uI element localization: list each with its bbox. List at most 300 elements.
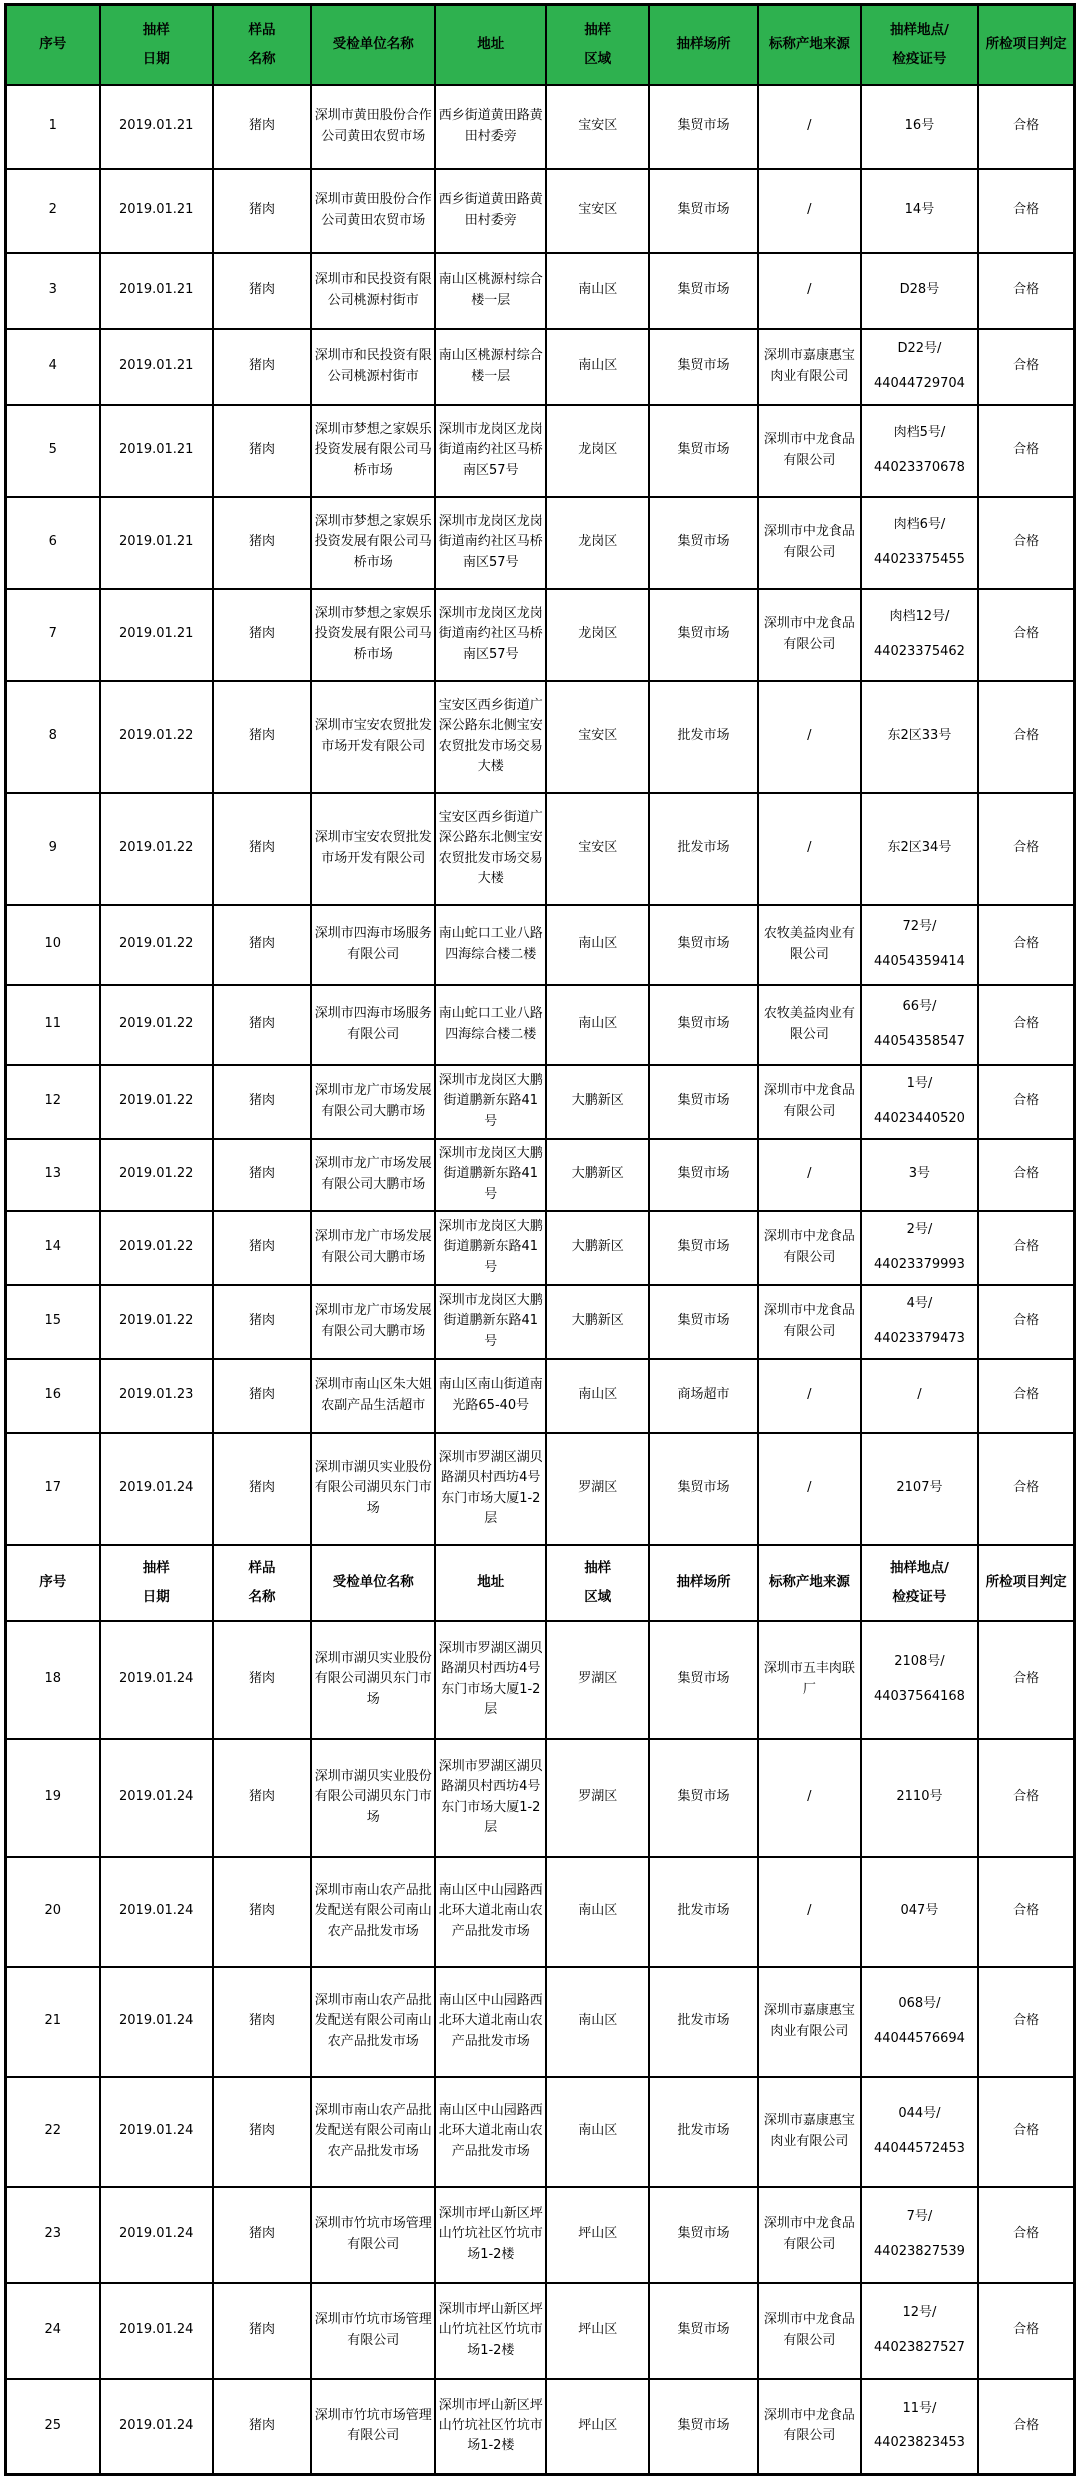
cell-region: 宝安区 [546, 681, 649, 793]
cell-date: 2019.01.24 [100, 1857, 213, 1967]
cell-no: 6 [6, 497, 100, 589]
cell-sample: 猪肉 [213, 681, 311, 793]
cell-no: 5 [6, 405, 100, 497]
cell-venue: 集贸市场 [649, 2283, 758, 2379]
cell-origin: / [758, 253, 861, 329]
cell-cert [861, 1433, 979, 1545]
cell-origin: 深圳市中龙食品有限公司 [758, 2283, 861, 2379]
cert-line: 14号 [904, 202, 935, 218]
header-cell-no [6, 1545, 100, 1621]
cert-line: 44037564168 [873, 1688, 965, 1704]
cert-line: 44054359414 [873, 953, 965, 969]
cell-cert [861, 1139, 979, 1211]
cell-no: 7 [6, 589, 100, 681]
cert-line: 44054358547 [873, 1033, 965, 1049]
header-cell-date [100, 5, 213, 85]
cert-line: 44023379473 [873, 1330, 965, 1346]
cell-unit: 深圳市黄田股份合作公司黄田农贸市场 [311, 169, 435, 253]
cert-line: 047号 [900, 1903, 939, 1919]
cell-addr: 深圳市罗湖区湖贝路湖贝村西坊4号东门市场大厦1-2层 [435, 1433, 546, 1545]
cell-no: 24 [6, 2283, 100, 2379]
cell-no: 18 [6, 1621, 100, 1739]
cert-line: 2108号/ [894, 1654, 945, 1670]
header-cell-result [978, 1545, 1074, 1621]
cell-origin: / [758, 1359, 861, 1433]
cell-date: 2019.01.24 [100, 2187, 213, 2283]
cert-line: 44023370678 [873, 459, 965, 475]
cert-line: 2107号 [896, 1480, 943, 1496]
cell-sample: 猪肉 [213, 985, 311, 1065]
cell-result: 合格 [978, 589, 1074, 681]
cell-region: 坪山区 [546, 2187, 649, 2283]
cert-line: 068号/ [898, 1996, 941, 2012]
cell-origin: 深圳市嘉康惠宝肉业有限公司 [758, 2077, 861, 2187]
cell-addr: 南山区中山园路西北环大道北南山农产品批发市场 [435, 1857, 546, 1967]
cert-line: 44023440520 [873, 1110, 965, 1126]
cell-sample: 猪肉 [213, 1433, 311, 1545]
cert-line: 72号/ [902, 919, 937, 935]
cell-date: 2019.01.22 [100, 681, 213, 793]
table-row [6, 1359, 1075, 1433]
cell-unit: 深圳市龙广市场发展有限公司大鹏市场 [311, 1065, 435, 1139]
header-cell-region [546, 1545, 649, 1621]
cell-result: 合格 [978, 253, 1074, 329]
cell-addr: 南山区南山街道南光路65-40号 [435, 1359, 546, 1433]
table-row [6, 1211, 1075, 1285]
cert-line: 44044729704 [873, 375, 965, 391]
cell-unit: 深圳市南山区朱大姐农副产品生活超市 [311, 1359, 435, 1433]
header-cell-origin [758, 5, 861, 85]
cell-region: 南山区 [546, 985, 649, 1065]
cell-cert [861, 2283, 979, 2379]
cell-origin: 深圳市中龙食品有限公司 [758, 589, 861, 681]
table-row [6, 793, 1075, 905]
header-cell-unit [311, 1545, 435, 1621]
cert-line: 16号 [904, 118, 935, 134]
cell-sample: 猪肉 [213, 169, 311, 253]
cell-cert [861, 1285, 979, 1359]
cert-line: 44023375462 [873, 643, 965, 659]
cell-venue: 集贸市场 [649, 1285, 758, 1359]
table-row [6, 1065, 1075, 1139]
cell-date: 2019.01.24 [100, 1739, 213, 1857]
header-label-line: 抽样 [584, 1559, 612, 1576]
cell-addr: 深圳市龙岗区龙岗街道南约社区马桥南区57号 [435, 589, 546, 681]
cell-no: 13 [6, 1139, 100, 1211]
cell-origin: 深圳市中龙食品有限公司 [758, 405, 861, 497]
table-row [6, 2283, 1075, 2379]
cert-line: 44023823453 [873, 2435, 965, 2451]
cert-line: 1号/ [906, 1076, 933, 1092]
cell-addr: 西乡街道黄田路黄田村委旁 [435, 169, 546, 253]
cell-no: 20 [6, 1857, 100, 1967]
header-label-line: 检疫证号 [892, 1588, 947, 1605]
table-row [6, 253, 1075, 329]
cell-origin: / [758, 1739, 861, 1857]
cell-venue: 批发市场 [649, 681, 758, 793]
cell-sample: 猪肉 [213, 85, 311, 169]
cell-result: 合格 [978, 2283, 1074, 2379]
cell-origin: / [758, 169, 861, 253]
cell-sample: 猪肉 [213, 1285, 311, 1359]
cell-sample: 猪肉 [213, 905, 311, 985]
cert-line: D28号 [899, 282, 940, 298]
header-cell-venue [649, 1545, 758, 1621]
cell-result: 合格 [978, 793, 1074, 905]
header-cell-origin [758, 1545, 861, 1621]
cell-cert [861, 793, 979, 905]
cell-result: 合格 [978, 405, 1074, 497]
cell-cert [861, 1621, 979, 1739]
cell-date: 2019.01.24 [100, 1621, 213, 1739]
cell-origin: 深圳市五丰肉联厂 [758, 1621, 861, 1739]
cell-cert [861, 1857, 979, 1967]
cell-origin: / [758, 793, 861, 905]
cell-date: 2019.01.24 [100, 2283, 213, 2379]
cell-no: 19 [6, 1739, 100, 1857]
cell-result: 合格 [978, 329, 1074, 405]
inspection-table [4, 3, 1076, 2476]
cell-venue: 批发市场 [649, 1857, 758, 1967]
cell-cert [861, 681, 979, 793]
cell-region: 罗湖区 [546, 1739, 649, 1857]
cell-result: 合格 [978, 985, 1074, 1065]
cell-result: 合格 [978, 85, 1074, 169]
cell-cert [861, 2077, 979, 2187]
cert-line: 肉档6号/ [893, 517, 946, 533]
cell-venue: 集贸市场 [649, 1211, 758, 1285]
cell-sample: 猪肉 [213, 1065, 311, 1139]
cell-no: 14 [6, 1211, 100, 1285]
cell-region: 南山区 [546, 329, 649, 405]
cell-result: 合格 [978, 2187, 1074, 2283]
cell-no: 8 [6, 681, 100, 793]
header-label-line: 抽样 [142, 1559, 170, 1576]
header-label-line: 日期 [142, 50, 170, 67]
header-label-line: 抽样 [584, 21, 612, 38]
cell-origin: 农牧美益肉业有限公司 [758, 985, 861, 1065]
cell-result: 合格 [978, 1433, 1074, 1545]
cell-region: 罗湖区 [546, 1621, 649, 1739]
table-row [6, 497, 1075, 589]
cell-addr: 深圳市罗湖区湖贝路湖贝村西坊4号东门市场大厦1-2层 [435, 1621, 546, 1739]
cell-venue: 批发市场 [649, 2077, 758, 2187]
cell-addr: 深圳市龙岗区龙岗街道南约社区马桥南区57号 [435, 405, 546, 497]
cell-unit: 深圳市南山农产品批发配送有限公司南山农产品批发市场 [311, 1967, 435, 2077]
header-cell-cert [861, 1545, 979, 1621]
cell-addr: 深圳市龙岗区大鹏街道鹏新东路41号 [435, 1211, 546, 1285]
cell-result: 合格 [978, 2077, 1074, 2187]
cell-no: 23 [6, 2187, 100, 2283]
cell-venue: 集贸市场 [649, 1065, 758, 1139]
cell-unit: 深圳市宝安农贸批发市场开发有限公司 [311, 681, 435, 793]
cell-origin: 深圳市嘉康惠宝肉业有限公司 [758, 329, 861, 405]
cell-addr: 南山区中山园路西北环大道北南山农产品批发市场 [435, 2077, 546, 2187]
cert-line: 12号/ [902, 2305, 937, 2321]
header-label-line: 地址 [477, 36, 505, 53]
cell-no: 16 [6, 1359, 100, 1433]
cell-origin: 深圳市中龙食品有限公司 [758, 1211, 861, 1285]
header-label-line: 标称产地来源 [768, 1574, 850, 1591]
cell-venue: 集贸市场 [649, 1739, 758, 1857]
cell-unit: 深圳市龙广市场发展有限公司大鹏市场 [311, 1139, 435, 1211]
cell-unit: 深圳市湖贝实业股份有限公司湖贝东门市场 [311, 1621, 435, 1739]
cell-unit: 深圳市四海市场服务有限公司 [311, 985, 435, 1065]
cell-venue: 商场超市 [649, 1359, 758, 1433]
header-label-line: 抽样地点/ [889, 21, 949, 38]
cell-region: 宝安区 [546, 793, 649, 905]
cell-sample: 猪肉 [213, 2283, 311, 2379]
table-row [6, 1433, 1075, 1545]
cell-unit: 深圳市南山农产品批发配送有限公司南山农产品批发市场 [311, 1857, 435, 1967]
cell-no: 4 [6, 329, 100, 405]
cell-origin: 深圳市中龙食品有限公司 [758, 497, 861, 589]
cert-line: 4号/ [906, 1296, 933, 1312]
table-row [6, 589, 1075, 681]
header-cell-region [546, 5, 649, 85]
cell-unit: 深圳市梦想之家娱乐投资发展有限公司马桥市场 [311, 405, 435, 497]
cell-venue: 集贸市场 [649, 169, 758, 253]
cell-venue: 集贸市场 [649, 253, 758, 329]
cell-region: 大鹏新区 [546, 1065, 649, 1139]
cell-date: 2019.01.22 [100, 1139, 213, 1211]
cell-cert [861, 2187, 979, 2283]
cert-line: 44023827539 [873, 2243, 965, 2259]
cell-venue: 集贸市场 [649, 329, 758, 405]
cell-cert [861, 1065, 979, 1139]
header-label-line: 地址 [477, 1574, 505, 1591]
cell-date: 2019.01.21 [100, 497, 213, 589]
cell-no: 3 [6, 253, 100, 329]
cell-cert [861, 253, 979, 329]
header-label-line: 所检项目判定 [985, 36, 1067, 53]
cert-line: 044号/ [898, 2106, 941, 2122]
cell-sample: 猪肉 [213, 1739, 311, 1857]
cell-date: 2019.01.21 [100, 85, 213, 169]
header-label-line: 序号 [39, 36, 67, 53]
cell-date: 2019.01.24 [100, 1433, 213, 1545]
header-cell-addr [435, 1545, 546, 1621]
cell-result: 合格 [978, 1211, 1074, 1285]
cert-line: 肉档12号/ [889, 609, 950, 625]
cert-line: 44044576694 [873, 2030, 965, 2046]
cell-region: 宝安区 [546, 85, 649, 169]
cell-date: 2019.01.22 [100, 905, 213, 985]
cell-region: 大鹏新区 [546, 1285, 649, 1359]
header-label-line: 日期 [142, 1588, 170, 1605]
cell-origin: 农牧美益肉业有限公司 [758, 905, 861, 985]
cell-result: 合格 [978, 1621, 1074, 1739]
cert-line: 肉档5号/ [893, 425, 946, 441]
repeated-header-row [6, 1545, 1075, 1621]
cell-sample: 猪肉 [213, 497, 311, 589]
cell-region: 南山区 [546, 1967, 649, 2077]
cell-venue: 批发市场 [649, 793, 758, 905]
header-cell-no [6, 5, 100, 85]
header-label-line: 检疫证号 [892, 50, 947, 67]
cell-sample: 猪肉 [213, 589, 311, 681]
cell-result: 合格 [978, 1139, 1074, 1211]
cert-line: 东2区34号 [887, 840, 952, 856]
header-cell-sample [213, 5, 311, 85]
table-header-row [6, 5, 1075, 85]
cell-no: 25 [6, 2379, 100, 2475]
cell-date: 2019.01.22 [100, 1211, 213, 1285]
cert-line: 2110号 [896, 1789, 943, 1805]
cert-line: 2号/ [906, 1222, 933, 1238]
cell-venue: 批发市场 [649, 1967, 758, 2077]
cell-region: 坪山区 [546, 2379, 649, 2475]
cell-origin: / [758, 1139, 861, 1211]
cell-date: 2019.01.24 [100, 2379, 213, 2475]
cell-venue: 集贸市场 [649, 405, 758, 497]
cell-result: 合格 [978, 169, 1074, 253]
cell-unit: 深圳市黄田股份合作公司黄田农贸市场 [311, 85, 435, 169]
cell-result: 合格 [978, 2379, 1074, 2475]
cell-unit: 深圳市竹坑市场管理有限公司 [311, 2283, 435, 2379]
cell-region: 坪山区 [546, 2283, 649, 2379]
cell-venue: 集贸市场 [649, 2379, 758, 2475]
cell-date: 2019.01.22 [100, 1065, 213, 1139]
cell-result: 合格 [978, 681, 1074, 793]
header-label-line: 序号 [39, 1574, 67, 1591]
cell-venue: 集贸市场 [649, 85, 758, 169]
cert-line: 11号/ [902, 2401, 937, 2417]
table-row [6, 985, 1075, 1065]
cell-unit: 深圳市龙广市场发展有限公司大鹏市场 [311, 1285, 435, 1359]
cell-sample: 猪肉 [213, 1139, 311, 1211]
cell-date: 2019.01.21 [100, 405, 213, 497]
header-label-line: 标称产地来源 [768, 36, 850, 53]
table-row [6, 2187, 1075, 2283]
cell-date: 2019.01.22 [100, 793, 213, 905]
cell-origin: / [758, 85, 861, 169]
cert-line: D22号/ [897, 341, 942, 357]
cell-region: 龙岗区 [546, 405, 649, 497]
cell-sample: 猪肉 [213, 1967, 311, 2077]
header-label-line: 受检单位名称 [332, 36, 414, 53]
cell-sample: 猪肉 [213, 1857, 311, 1967]
cell-no: 10 [6, 905, 100, 985]
cell-origin: / [758, 681, 861, 793]
cell-cert [861, 329, 979, 405]
cell-venue: 集贸市场 [649, 589, 758, 681]
cell-addr: 深圳市龙岗区大鹏街道鹏新东路41号 [435, 1139, 546, 1211]
table-row [6, 2077, 1075, 2187]
cell-no: 22 [6, 2077, 100, 2187]
header-label-line: 样品 [248, 21, 276, 38]
cell-origin: 深圳市嘉康惠宝肉业有限公司 [758, 1967, 861, 2077]
cell-date: 2019.01.22 [100, 1285, 213, 1359]
cell-venue: 集贸市场 [649, 1433, 758, 1545]
header-label-line: 样品 [248, 1559, 276, 1576]
table-row [6, 1285, 1075, 1359]
table-row [6, 1967, 1075, 2077]
cell-date: 2019.01.24 [100, 2077, 213, 2187]
cell-region: 南山区 [546, 1359, 649, 1433]
cell-date: 2019.01.21 [100, 169, 213, 253]
cell-date: 2019.01.21 [100, 253, 213, 329]
cell-no: 12 [6, 1065, 100, 1139]
cell-region: 南山区 [546, 905, 649, 985]
cell-cert [861, 1739, 979, 1857]
cell-origin: 深圳市中龙食品有限公司 [758, 1065, 861, 1139]
cell-addr: 南山区桃源村综合楼一层 [435, 329, 546, 405]
cell-cert [861, 1211, 979, 1285]
cell-date: 2019.01.23 [100, 1359, 213, 1433]
cell-cert [861, 1359, 979, 1433]
header-cell-unit [311, 5, 435, 85]
cell-date: 2019.01.24 [100, 1967, 213, 2077]
cell-unit: 深圳市竹坑市场管理有限公司 [311, 2379, 435, 2475]
header-label-line: 区域 [584, 1588, 612, 1605]
cell-addr: 深圳市龙岗区大鹏街道鹏新东路41号 [435, 1285, 546, 1359]
cell-addr: 宝安区西乡街道广深公路东北侧宝安农贸批发市场交易大楼 [435, 793, 546, 905]
table-row [6, 405, 1075, 497]
header-cell-cert [861, 5, 979, 85]
table-row [6, 2379, 1075, 2475]
cert-line: 东2区33号 [887, 728, 952, 744]
table-row [6, 905, 1075, 985]
cell-region: 南山区 [546, 2077, 649, 2187]
cell-no: 17 [6, 1433, 100, 1545]
cell-cert [861, 1967, 979, 2077]
header-label-line: 抽样场所 [676, 36, 731, 53]
cell-cert [861, 169, 979, 253]
cell-region: 龙岗区 [546, 497, 649, 589]
cell-result: 合格 [978, 1285, 1074, 1359]
cell-addr: 宝安区西乡街道广深公路东北侧宝安农贸批发市场交易大楼 [435, 681, 546, 793]
cell-result: 合格 [978, 1739, 1074, 1857]
cell-sample: 猪肉 [213, 1359, 311, 1433]
cell-region: 罗湖区 [546, 1433, 649, 1545]
table-row [6, 1621, 1075, 1739]
cell-cert [861, 85, 979, 169]
cell-sample: 猪肉 [213, 253, 311, 329]
cell-no: 9 [6, 793, 100, 905]
header-label-line: 区域 [584, 50, 612, 67]
cell-unit: 深圳市梦想之家娱乐投资发展有限公司马桥市场 [311, 497, 435, 589]
header-label-line: 名称 [248, 1588, 276, 1605]
cell-addr: 深圳市罗湖区湖贝路湖贝村西坊4号东门市场大厦1-2层 [435, 1739, 546, 1857]
header-label-line: 抽样地点/ [889, 1559, 949, 1576]
cell-addr: 深圳市坪山新区坪山竹坑社区竹坑市场1-2楼 [435, 2283, 546, 2379]
header-cell-addr [435, 5, 546, 85]
cert-line: / [917, 1387, 922, 1403]
cell-result: 合格 [978, 905, 1074, 985]
cell-region: 南山区 [546, 253, 649, 329]
cell-unit: 深圳市南山农产品批发配送有限公司南山农产品批发市场 [311, 2077, 435, 2187]
cell-addr: 南山区桃源村综合楼一层 [435, 253, 546, 329]
cell-result: 合格 [978, 1359, 1074, 1433]
cell-unit: 深圳市梦想之家娱乐投资发展有限公司马桥市场 [311, 589, 435, 681]
cell-unit: 深圳市龙广市场发展有限公司大鹏市场 [311, 1211, 435, 1285]
header-label-line: 受检单位名称 [332, 1574, 414, 1591]
cell-cert [861, 497, 979, 589]
cell-venue: 集贸市场 [649, 1139, 758, 1211]
cert-line: 3号 [908, 1166, 931, 1182]
cell-sample: 猪肉 [213, 793, 311, 905]
cell-unit: 深圳市湖贝实业股份有限公司湖贝东门市场 [311, 1739, 435, 1857]
table-row [6, 169, 1075, 253]
cell-unit: 深圳市四海市场服务有限公司 [311, 905, 435, 985]
cell-result: 合格 [978, 1967, 1074, 2077]
cell-no: 21 [6, 1967, 100, 2077]
cell-addr: 深圳市龙岗区大鹏街道鹏新东路41号 [435, 1065, 546, 1139]
cell-cert [861, 405, 979, 497]
cell-origin: 深圳市中龙食品有限公司 [758, 2187, 861, 2283]
header-label-line: 抽样场所 [676, 1574, 731, 1591]
